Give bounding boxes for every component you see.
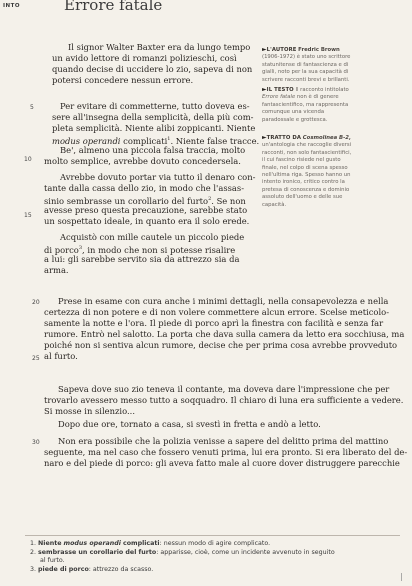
triangle-icon: ► [262,86,267,93]
text-line: trovarlo avessero messo tutto a soqquadro. Il chiaro di luna era sufficiente a vedere. [44,395,404,405]
text-line: certezza di non potere e di non volere commettere alcun errore. Scelse meticolo- [44,307,390,317]
page-title: Errore fatale [64,0,163,14]
sidebar-line: gialli, noto per la sua capacità di [262,69,349,76]
footnote-term: complicati [122,540,160,547]
sidebar-line: un'antologia che raccoglie diversi [262,142,352,149]
text-line: un avido lettore di romanzi polizieschi, così [52,53,237,63]
line-number: 10 [24,156,32,163]
text-line: seguente, ma nel caso che fossero venuti prima, lui era pronto. Si era liberato del de- [44,447,408,457]
sidebar-line: comunque una vicenda [262,109,325,116]
sidebar-line: capacità. [262,201,287,208]
sidebar-text-head: IL TESTO [266,87,294,93]
text-line: poiché non si sentiva alcun rumore, decise che per prima cosa avrebbe provveduto [44,340,398,350]
text-span: . Niente false tracce. [170,135,260,146]
sidebar-line: racconti, non solo fantascientifici, [262,149,352,156]
sidebar-author [262,46,350,84]
sidebar-line: nell'ultima riga. Spesso hanno un [262,172,351,179]
sidebar-author-name: Fredric Brown [298,47,340,53]
text-line: Non era possibile che la polizia venisse a sapere del delitto prima del mattino [58,436,389,446]
text-span: di porco [44,244,79,255]
footnote-number: 1. [30,540,37,547]
text-line: avesse preso questa precauzione, sarebbe stato [44,205,248,215]
sidebar-line: fantascientifico, ma rappresenta [262,101,349,108]
line-number: 25 [32,355,40,362]
sidebar-line: intento ironico, critico contro la [262,179,345,186]
text-line: Dopo due ore, tornato a casa, si svestì in fretta e andò a letto. [58,419,321,429]
sidebar-line: (1906-1972) è stato uno scrittore [262,54,351,61]
footnote-number: 2. [30,549,37,556]
page-corner-mark: | [400,572,403,581]
sidebar-source [262,134,351,209]
text-line: sere all'insegna della semplicità, della più com- [52,112,254,122]
sidebar-text-title: Errore fatale [262,94,296,101]
footnote-definition: : attrezzo da scasso. [88,566,154,573]
section-tag: INTO [3,3,21,9]
text-line: Avrebbe dovuto portar via tutto il denaro con- [60,172,256,182]
text-span: sinio sembrasse un corollario del furto [44,195,209,206]
text-line: Si mosse in silenzio... [44,406,135,416]
footnote-3 [30,566,153,574]
text-span: complicati [120,135,168,146]
text-line: molto semplice, avrebbe dovuto concedersela. [44,156,241,166]
sidebar-line: statunitense di fantascienza e di [262,61,349,68]
text-line: quando decise di uccidere lo zio, sapeva di non [52,64,253,74]
text-line: Per evitare di commetterne, tutto doveva es- [60,101,250,111]
text-line: potersi concedere nessun errore. [52,75,194,85]
text-line: samente la notte e l'ora. Il piede di porco aprì la finestra con facilità e senza far [44,318,384,328]
text-line: Prese in esame con cura anche i minimi dettagli, nella consapevolezza e nella [58,296,389,306]
footnote-ref: 1 [167,136,171,142]
footnote-divider [25,535,400,536]
text-line: Sapeva dove suo zio teneva il contante, ma doveva dare l'impressione che per [58,384,390,394]
text-line: rumore. Entrò nel salotto. La porta che dava sulla camera da letto era socchiusa, ma [44,329,405,339]
sidebar-text-title-line [262,94,349,101]
footnote-term: Niente [38,540,62,547]
footnote-2-cont: al furto. [40,557,65,564]
text-span: , in modo che non si potesse risalire [82,244,236,255]
sidebar-line: Il racconto intitolato [295,87,349,93]
text-italic: modus operandi [52,135,121,146]
footnote-1 [30,540,270,548]
line-number: 30 [32,439,40,446]
footnote-term-italic: modus operandi [63,540,121,547]
sidebar-line: il cui fascino risiede nel gusto [262,157,341,164]
footnote-term: sembrasse un corollario del furto [38,549,157,556]
sidebar-author-head: L'AUTORE [266,47,297,53]
text-span: . Se non [211,195,246,206]
sidebar-line: assoluto dell'uomo e delle sue [262,194,343,201]
footnote-term: piede di porco [38,566,89,573]
footnote-number: 3. [30,566,37,573]
text-line: pleta semplicità. Niente alibi zoppicanti. Niente [52,123,256,133]
text-line: a lui: gli sarebbe servito sia da attrezzo sia da [44,254,240,264]
text-line: Il signor Walter Baxter era da lungo tempo [68,42,251,52]
sidebar-source-book: Cosmolinea B-2, [302,135,351,141]
footnote-ref: 3 [78,245,83,251]
text-line: al furto. [44,351,78,361]
sidebar-line: paradossale e grottesca. [262,116,328,123]
footnote-ref: 2 [208,196,212,202]
sidebar-line: finale, nel colpo di scena spesso [262,164,348,171]
text-line: un sospettato ideale, in quanto era il solo erede. [44,216,250,226]
sidebar-source-head-line [262,134,351,142]
line-number: 15 [24,212,32,219]
line-number: 5 [30,104,34,111]
footnote-2 [30,549,335,557]
triangle-icon: ► [262,134,267,141]
triangle-icon: ► [262,46,267,53]
sidebar-line: pretesa di conoscenza e dominio [262,186,350,193]
sidebar-text [262,86,349,124]
footnote-definition: : nessun modo di agire complicato. [159,540,271,547]
sidebar-line: scrivere racconti brevi e brillanti. [262,76,350,83]
text-line: arma. [44,265,69,275]
sidebar-line: non è di genere [295,94,339,101]
footnote-definition: : apparisse, cioè, come un incidente avvenuto in seguito [156,549,335,556]
text-line: Be', almeno una piccola falsa traccia, molto [60,145,246,155]
text-line: tante dalla cassa dello zio, in modo che l'assas- [44,183,245,193]
line-number: 20 [32,299,40,306]
sidebar-source-head: TRATTO DA [266,135,302,141]
text-line: Acquistò con mille cautele un piccolo piede [60,232,245,242]
text-line: naro e del piede di porco: gli aveva fatto male al cuore dover distruggere parecchie [44,458,400,468]
